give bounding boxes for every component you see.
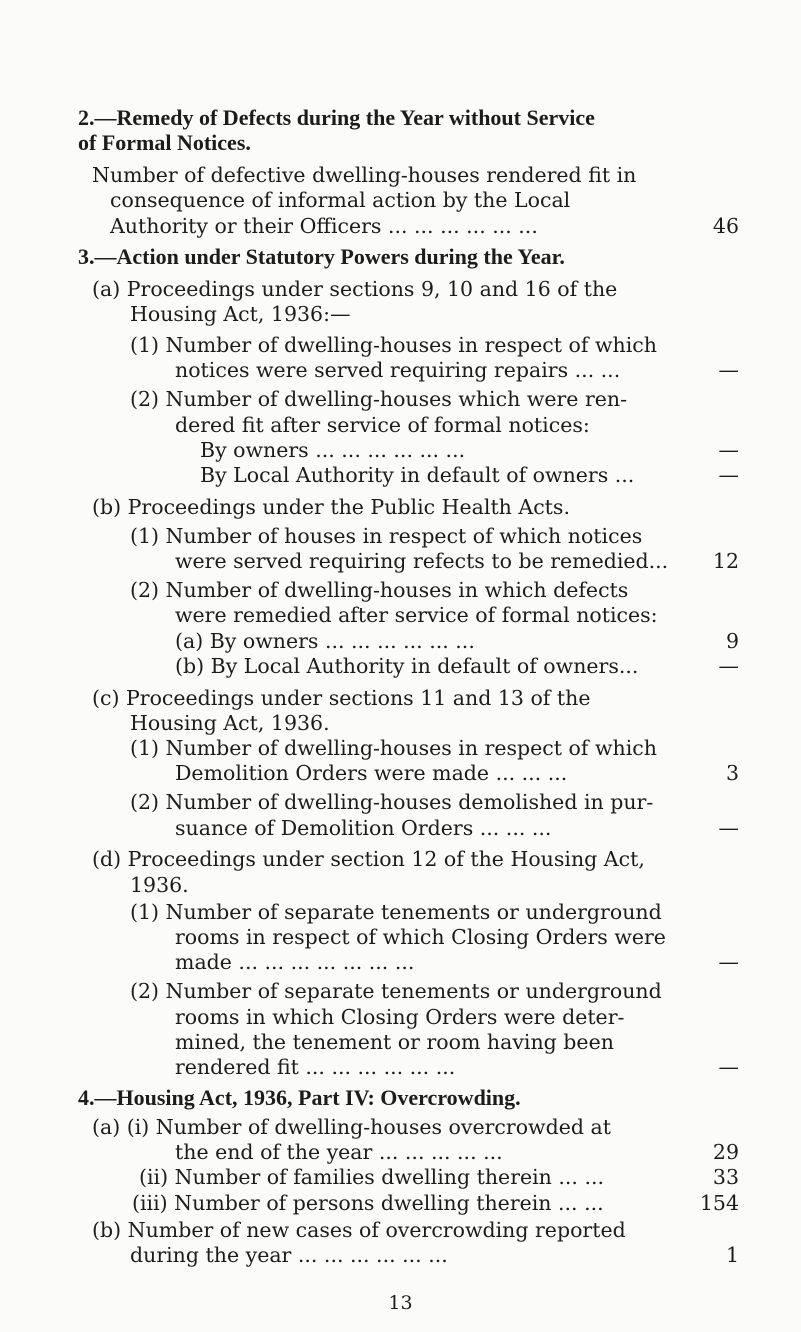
section-3b-item-2: (a) By owners ... ... ... ... ... ... 9 [0, 626, 801, 656]
section-3d-item-2: rooms in which Closing Orders were deter- [175, 1004, 625, 1029]
section-4a-item-iii: (iii) Number of persons dwelling therein ... ... 154 [0, 1188, 801, 1218]
section-3d-heading-cont: 1936. [130, 872, 189, 897]
section-2-line: Number of defective dwelling-houses rendered fit in [92, 163, 637, 188]
section-3a-item-2: By owners ... ... ... ... ... ... — [0, 435, 801, 465]
section-3a-heading-cont: Housing Act, 1936:— [130, 302, 351, 327]
section-3c-item-2-value: — [718, 815, 739, 840]
section-3d-item-1-value: — [718, 950, 739, 975]
section-4a-item-i-value: 29 [712, 1140, 739, 1165]
section-3c-item-1-value: 3 [725, 761, 739, 786]
section-3a-item-1-value: — [718, 358, 739, 383]
section-3a-item-2: (2) Number of dwelling-houses which were ren- [130, 387, 628, 412]
section-3b-item-1: (1) Number of houses in respect of which notices [130, 523, 643, 548]
section-3c-heading-cont: Housing Act, 1936. [130, 710, 330, 735]
section-3c-heading: (c) Proceedings under sections 11 and 13 of the [92, 685, 591, 710]
section-3a-item-2: dered fit after service of formal notices: [175, 412, 590, 437]
section-4a-item-ii-value: 33 [712, 1165, 739, 1190]
section-3b-item-2: (2) Number of dwelling-houses in which defects [130, 578, 629, 603]
section-4a-item-iii-value: 154 [699, 1190, 739, 1215]
section-3a-heading: (a) Proceedings under sections 9, 10 and 16 of the [92, 277, 618, 302]
section-4b-item: during the year ... ... ... ... ... ... 1 [0, 1240, 801, 1270]
section-3-heading: 3.—Action under Statutory Powers during the Year. [78, 244, 565, 270]
section-3c-item-1: Demolition Orders were made ... ... ... 3 [0, 758, 801, 788]
section-2-line: Authority or their Officers ... ... ... ... ... ... 46 [0, 211, 801, 241]
section-3b-owners-value: 9 [725, 628, 739, 653]
section-4b-value: 1 [725, 1243, 739, 1267]
section-2-line: consequence of informal action by the Local [110, 188, 571, 213]
section-2-value: 46 [712, 213, 739, 238]
section-3d-item-1: (1) Number of separate tenements or underground [130, 899, 662, 924]
page-number: 13 [388, 1292, 413, 1314]
section-3b-heading: (b) Proceedings under the Public Health Acts. [92, 494, 570, 519]
section-3c-item-2: suance of Demolition Orders ... ... ... — [0, 813, 801, 843]
section-3a-owners-value: — [718, 437, 739, 462]
section-3b-item-2: (b) By Local Authority in default of owners... — [0, 651, 801, 681]
section-3c-item-2: (2) Number of dwelling-houses demolished in pur- [130, 790, 654, 815]
section-3b-item-1-value: 12 [712, 549, 739, 574]
section-3a-item-1: notices were served requiring repairs ... ... — [0, 355, 801, 385]
section-3d-item-1: rooms in respect of which Closing Orders were [175, 925, 666, 950]
section-4a-item-ii: (ii) Number of families dwelling therein ... ... 33 [0, 1162, 801, 1192]
section-3d-item-2: rendered fit ... ... ... ... ... ... — [0, 1052, 801, 1082]
section-3a-item-2: By Local Authority in default of owners ... — [0, 460, 801, 490]
section-3d-item-2-value: — [718, 1055, 739, 1080]
section-3b-item-2: were remedied after service of formal notices: [175, 603, 658, 628]
section-3b-item-1: were served requiring refects to be remedied... 12 [0, 546, 801, 576]
section-3d-heading: (d) Proceedings under section 12 of the Housing Act, [92, 847, 645, 872]
section-3a-authority-value: — [718, 463, 739, 488]
section-2-heading-cont: of Formal Notices. [78, 130, 251, 156]
section-3d-item-2: (2) Number of separate tenements or underground [130, 979, 662, 1004]
section-3c-item-1: (1) Number of dwelling-houses in respect of which [130, 736, 657, 761]
section-3d-item-1: made ... ... ... ... ... ... ... — [0, 947, 801, 977]
section-3a-item-1: (1) Number of dwelling-houses in respect of which [130, 333, 657, 358]
section-3d-item-2: mined, the tenement or room having been [175, 1029, 614, 1054]
section-4b-item: (b) Number of new cases of overcrowding reported [92, 1217, 626, 1242]
section-4a-item-i: (a) (i) Number of dwelling-houses overcrowded at [92, 1114, 611, 1139]
section-2-heading: 2.—Remedy of Defects during the Year without Service [78, 105, 595, 130]
section-4-heading: 4.—Housing Act, 1936, Part IV: Overcrowding. [78, 1084, 521, 1110]
section-4a-item-i: the end of the year ... ... ... ... ... 29 [0, 1137, 801, 1167]
section-3b-authority-value: — [718, 653, 739, 678]
